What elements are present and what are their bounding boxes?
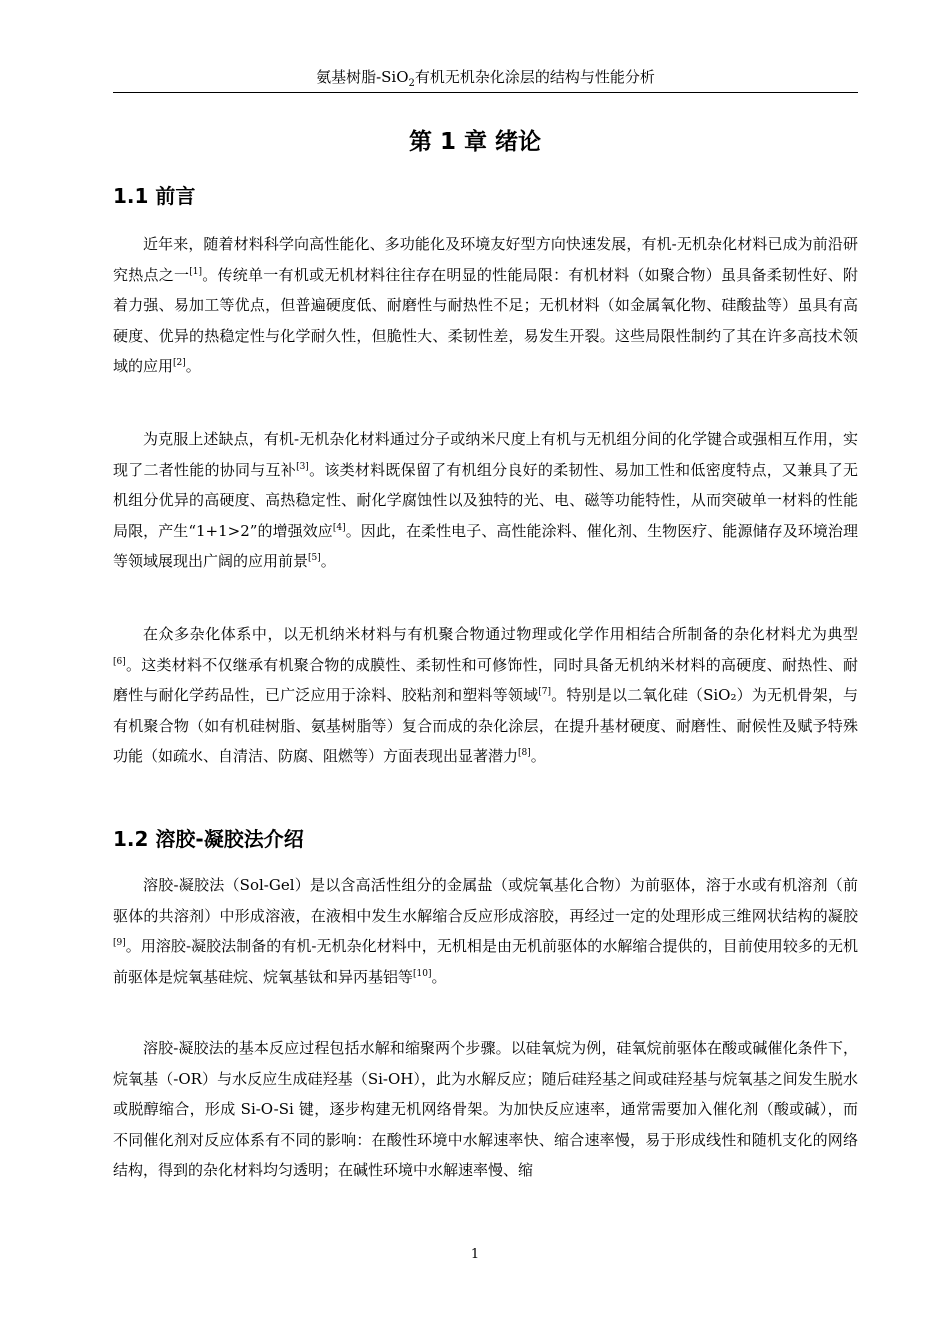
paragraph: 为克服上述缺点，有机-无机杂化材料通过分子或纳米尺度上有机与无机组分间的化学键合或强相互作用，实现了二者性能的协同与互补[3]。该类材料既保留了有机组分良好的柔韧性、易加工性和低密度特点，又兼具了无机组分优异的高硬度、高热稳定性、耐化学腐蚀性以及独特的光、电、磁等功能特性，从而突破单一材料的性能局限，产生“1+1>2”的增强效应[4]。因此，在柔性电子、高性能涂料、催化剂、生物医疗、能源储存及环境治理等领域展现出广阔的应用前景[5]。 <box>113 430 858 571</box>
citation: [4] <box>332 522 346 533</box>
citation: [6] <box>113 656 126 667</box>
citation: [7] <box>538 687 552 698</box>
citation: [1] <box>189 266 203 277</box>
page-number: 1 <box>470 1247 480 1262</box>
subscript-2: 2 <box>408 78 415 89</box>
running-header: 氨基树脂-SiO$_2$有机无机杂化涂层的结构与性能分析 <box>316 68 655 89</box>
citation: [2] <box>173 358 186 369</box>
citation: [10] <box>413 968 432 979</box>
citation: [3] <box>296 461 309 472</box>
paragraph: 近年来，随着材料科学向高性能化、多功能化及环境友好型方向快速发展，有机-无机杂化材料已成为前沿研究热点之一[1]。传统单一有机或无机材料往往存在明显的性能局限：有机材料（如聚合物）虽具备柔韧性好、附着力强、易加工等优点，但普遍硬度低、耐磨性与耐热性不足；无机材料（如金属氧化物、硅酸盐等）虽具有高硬度、优异的热稳定性与化学耐久性，但脆性大、柔韧性差，易发生开裂。这些局限性制约了其在许多高技术领域的应用[2]。 <box>113 235 858 376</box>
citation: [9] <box>113 938 126 949</box>
citation: [8] <box>518 748 531 759</box>
header-rule <box>113 92 858 93</box>
chapter-title: 第 1 章 绪论 <box>408 129 542 155</box>
paragraph: 在众多杂化体系中，以无机纳米材料与有机聚合物通过物理或化学作用相结合所制备的杂化材料尤为典型[6]。这类材料不仅继承有机聚合物的成膜性、柔韧性和可修饰性，同时具备无机纳米材料的高硬度、耐热性、耐磨性与耐化学药品性，已广泛应用于涂料、胶粘剂和塑料等领域[7]。特别是以二氧化硅（SiO₂）为无机骨架，与有机聚合物（如有机硅树脂、氨基树脂等）复合而成的杂化涂层，在提升基材硬度、耐磨性、耐候性及赋予特殊功能（如疏水、自清洁、防腐、阻燃等）方面表现出显著潜力[8]。 <box>113 625 858 766</box>
paragraph: 溶胶-凝胶法的基本反应过程包括水解和缩聚两个步骤。以硅氧烷为例，硅氧烷前驱体在酸或碱催化条件下，烷氧基（-OR）与水反应生成硅羟基（Si-OH），此为水解反应；随后硅羟基之间或硅羟基与烷氧基之间发生脱水或脱醇缩合，形成 Si-O-Si 键，逐步构建无机网络骨架。为加快反应速率，通常需要加入催化剂（酸或碱），而不同催化剂对反应体系有不同的影响：在酸性环境中水解速率快、缩合速率慢，易于形成线性和随机支化的网络结构，得到的杂化材料均匀透明；在碱性环境中水解速率慢、缩 <box>113 1039 858 1180</box>
citation: [5] <box>308 553 321 564</box>
section-heading-1-1: 1.1 前言 <box>113 184 196 208</box>
paragraph: 溶胶-凝胶法（Sol-Gel）是以含高活性组分的金属盐（或烷氧基化合物）为前驱体，溶于水或有机溶剂（前驱体的共溶剂）中形成溶液，在液相中发生水解缩合反应形成溶胶，再经过一定的处理形成三维网状结构的凝胶[9]。用溶胶-凝胶法制备的有机-无机杂化材料中，无机相是由无机前驱体的水解缩合提供的，目前使用较多的无机前驱体是烷氧基硅烷、烷氧基钛和异丙基铝等[10]。 <box>113 876 858 986</box>
section-heading-1-2: 1.2 溶胶-凝胶法介绍 <box>113 827 304 851</box>
